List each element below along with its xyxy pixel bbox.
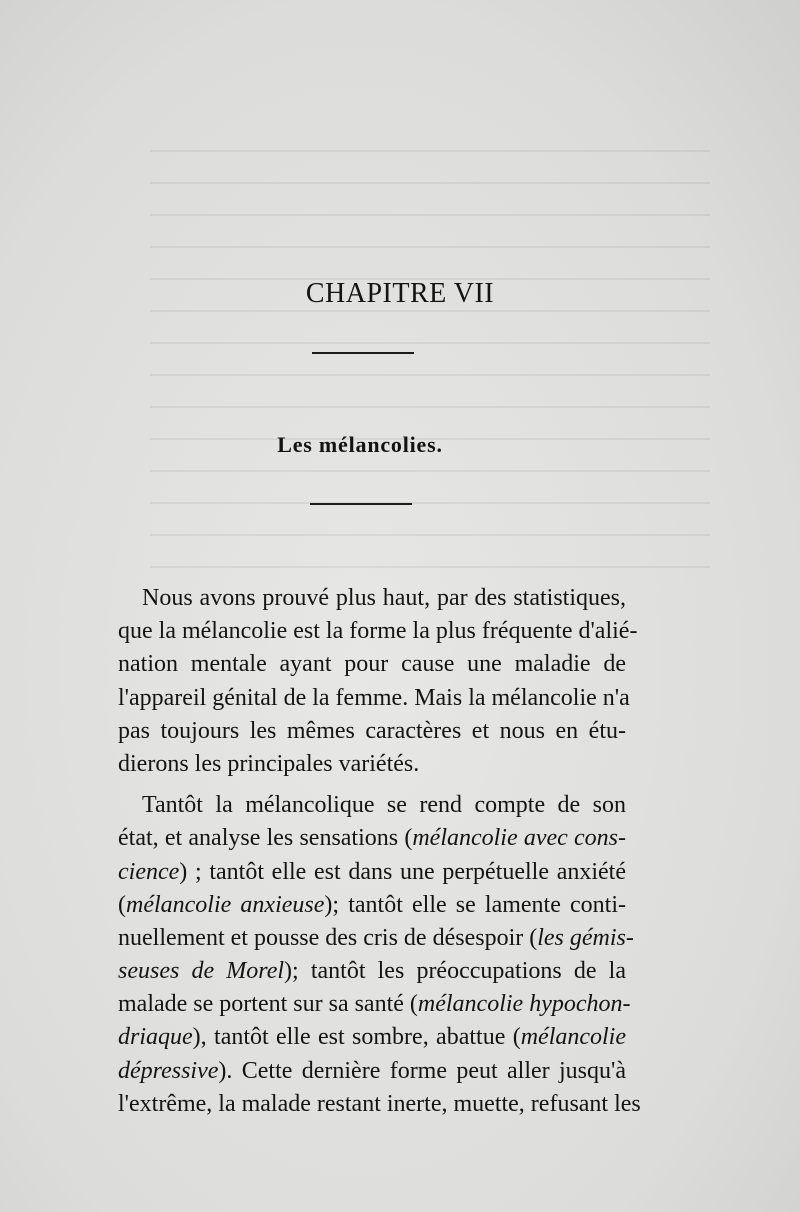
text-line: nation mentale ayant pour cause une maladie de — [118, 651, 626, 678]
body-text — [118, 582, 641, 1121]
text-line: que la mélancolie est la forme la plus fréquente d'alié- — [118, 618, 638, 645]
text-line: cience) ; tantôt elle est dans une perpétuelle anxiété — [118, 858, 626, 885]
text-line: malade se portent sur sa santé (mélancolie hypochon- — [118, 991, 631, 1018]
text-line: (mélancolie anxieuse); tantôt elle se lamente conti- — [118, 891, 626, 918]
text-line: driaque), tantôt elle est sombre, abattue (mélancolie — [118, 1024, 626, 1051]
text-line: l'extrême, la malade restant inerte, muette, refusant les — [118, 1090, 641, 1117]
text-line: état, et analyse les sensations (mélancolie avec cons- — [118, 825, 626, 852]
chapter-title: CHAPITRE VII — [305, 278, 495, 309]
divider-rule — [310, 503, 412, 505]
text-line: nuellement et pousse des cris de désespoir (les gémis- — [118, 924, 634, 951]
text-line: dierons les principales variétés. — [118, 750, 420, 777]
divider-rule — [312, 352, 414, 354]
bleed-through — [150, 150, 710, 590]
text-line: Tantôt la mélancolique se rend compte de son — [142, 792, 626, 819]
text-line: seuses de Morel); tantôt les préoccupations de la — [118, 958, 626, 985]
text-line: pas toujours les mêmes caractères et nous en étu- — [118, 717, 626, 744]
text-line: l'appareil génital de la femme. Mais la mélancolie n'a — [118, 684, 630, 711]
text-line: dépressive). Cette dernière forme peut aller jusqu'à — [118, 1057, 626, 1084]
text-line: Nous avons prouvé plus haut, par des statistiques, — [142, 585, 626, 611]
section-title: Les mélancolies. — [277, 432, 443, 457]
